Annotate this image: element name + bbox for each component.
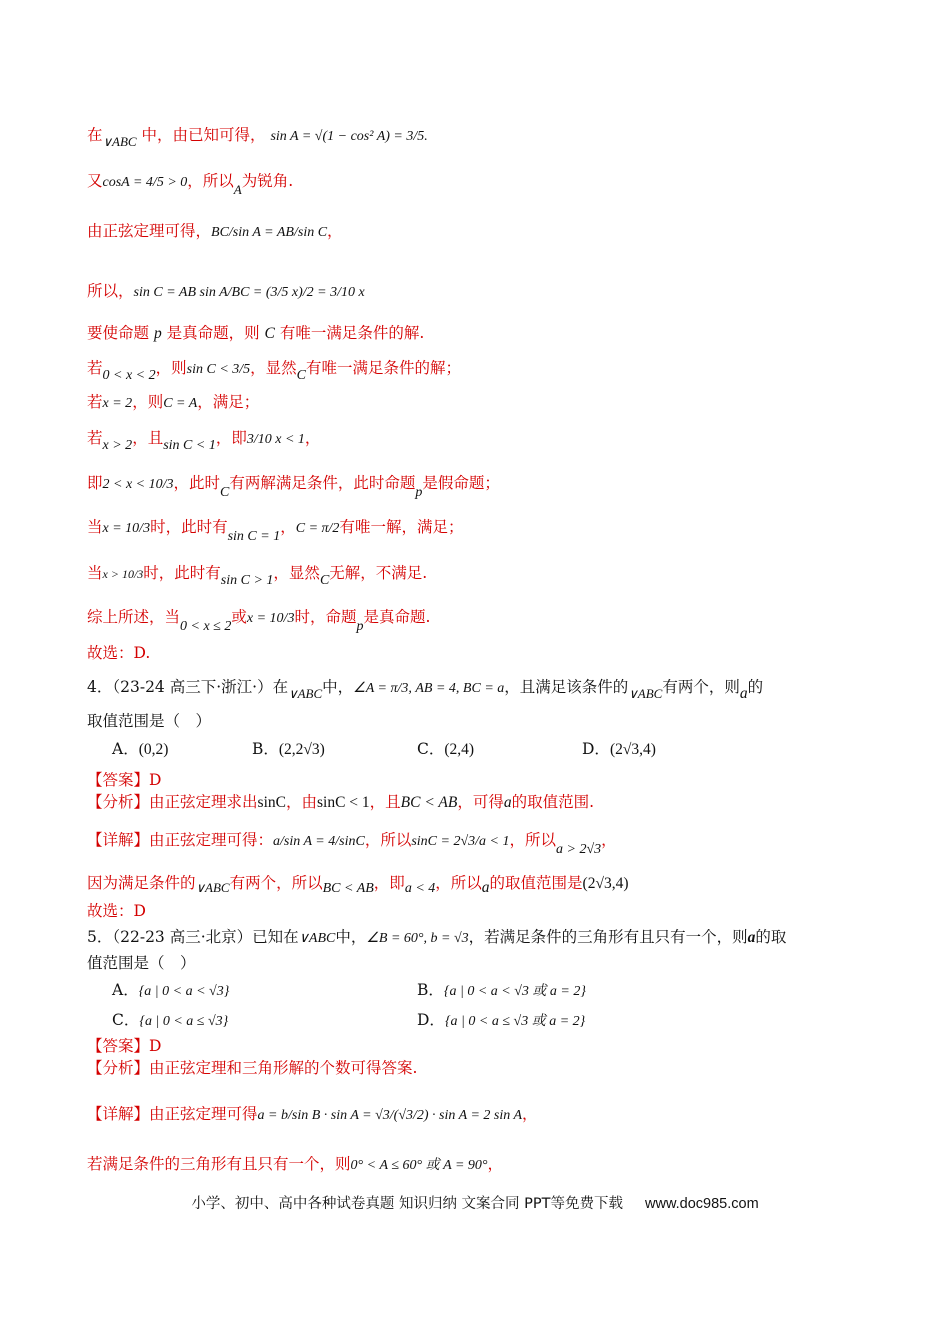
solution-line-2: 又cosA = 4/5 > 0，所以$_A$为锐角. <box>87 172 294 197</box>
formula: sin A = √(1 − cos² A) = 3/5. <box>270 129 428 144</box>
q4-stem-cont: 取值范围是（ ） <box>87 712 212 730</box>
solution-line-6: 若0 < x < 2，则sin C < 3/5，显然C有唯一满足条件的解； <box>87 359 462 383</box>
q4-option-c[interactable]: C．(2,4) <box>417 740 475 758</box>
solution-line-4: 所以，sin C = AB sin A/BC = (3/5 x)/2 = 3/10 x <box>87 282 365 300</box>
solution-line-12: 综上所述，当0 < x ≤ 2或x = 10/3时，命题p是真命题. <box>87 608 431 634</box>
q5-answer: 【答案】D <box>87 1037 162 1055</box>
formula: BC/sin A = AB/sin C <box>211 225 328 240</box>
footer-url[interactable]: www.doc985.com <box>645 1196 759 1212</box>
q5-option-c[interactable]: C．{a | 0 < a ≤ √3} <box>112 1011 229 1029</box>
q4-detail-2: 因为满足条件的$_{\vee ABC}$有两个，所以BC < AB，即a < 4，所以a的取值范围是(2√3,4) <box>87 874 629 896</box>
q4-conclusion: 故选：D <box>87 902 146 920</box>
q5-detail-2: 若满足条件的三角形有且只有一个，则0° < A ≤ 60° 或 A = 90°， <box>87 1155 504 1173</box>
q5-stem: 5．（22-23 高三·北京）已知在∨ABC中，∠B = 60°, b = √3，若满足条件的三角形有且只有一个，则a的取 <box>87 928 787 946</box>
q5-option-a[interactable]: A．{a | 0 < a < √3} <box>112 981 230 999</box>
solution-line-1: 在$_{\vee ABC}$ 中，由已知可得， sin A = √(1 − cos² A) = 3/5. <box>87 126 428 149</box>
q4-detail: 【详解】由正弦定理可得：a/sin A = 4/sinC，所以sinC = 2√3/a < 1，所以a > 2√3， <box>87 831 617 857</box>
formula: cosA = 4/5 > 0 <box>102 175 188 190</box>
solution-line-5: 要使命题 p 是真命题，则 C 有唯一满足条件的解. <box>87 324 425 342</box>
q5-option-d[interactable]: D．{a | 0 < a ≤ √3 或 a = 2} <box>417 1011 586 1029</box>
solution-line-10: 当x = 10/3时，此时有sin C = 1，C = π/2有唯一解，满足； <box>87 518 464 544</box>
q4-stem: 4．（23-24 高三下·浙江·）在$_{\vee ABC}$中，∠A = π/3, AB = 4, BC = a，且满足该条件的$_{\vee ABC}$有两个，则a的 <box>87 678 764 702</box>
solution-line-7: 若x = 2，则C = A，满足； <box>87 393 260 411</box>
solution-line-11: 当x > 10/3时，此时有sin C > 1，显然C无解，不满足. <box>87 564 428 588</box>
solution-line-8: 若x > 2，且sin C < 1，即3/10 x < 1， <box>87 429 321 453</box>
solution-line-9: 即2 < x < 10/3，此时C有两解满足条件，此时命题p是假命题； <box>87 474 500 500</box>
q4-option-d[interactable]: D．(2√3,4) <box>582 740 656 758</box>
q5-detail: 【详解】由正弦定理可得a = b/sin B · sin A = √3/(√3/2) · sin A = 2 sin A， <box>87 1105 538 1123</box>
q4-analysis: 【分析】由正弦定理求出sinC，由sinC < 1，且BC < AB，可得a的取值范围. <box>87 793 595 811</box>
footer-text: 小学、初中、高中各种试卷真题 知识归纳 文案合同 PPT等免费下载 <box>191 1196 624 1212</box>
q4-option-b[interactable]: B．(2,2√3) <box>252 740 325 758</box>
formula: sin C = AB sin A/BC = (3/5 x)/2 = 3/10 x <box>133 285 365 300</box>
solution-conclusion: 故选：D. <box>87 644 151 662</box>
q4-answer: 【答案】D <box>87 771 162 789</box>
q5-stem-cont: 值范围是（ ） <box>87 954 196 972</box>
q4-option-a[interactable]: A．(0,2) <box>112 740 169 758</box>
q5-option-b[interactable]: B．{a | 0 < a < √3 或 a = 2} <box>417 981 586 999</box>
q5-analysis: 【分析】由正弦定理和三角形解的个数可得答案. <box>87 1059 418 1077</box>
page-footer <box>0 1192 950 1213</box>
solution-line-3: 由正弦定理可得，BC/sin A = AB/sin C， <box>87 222 343 240</box>
